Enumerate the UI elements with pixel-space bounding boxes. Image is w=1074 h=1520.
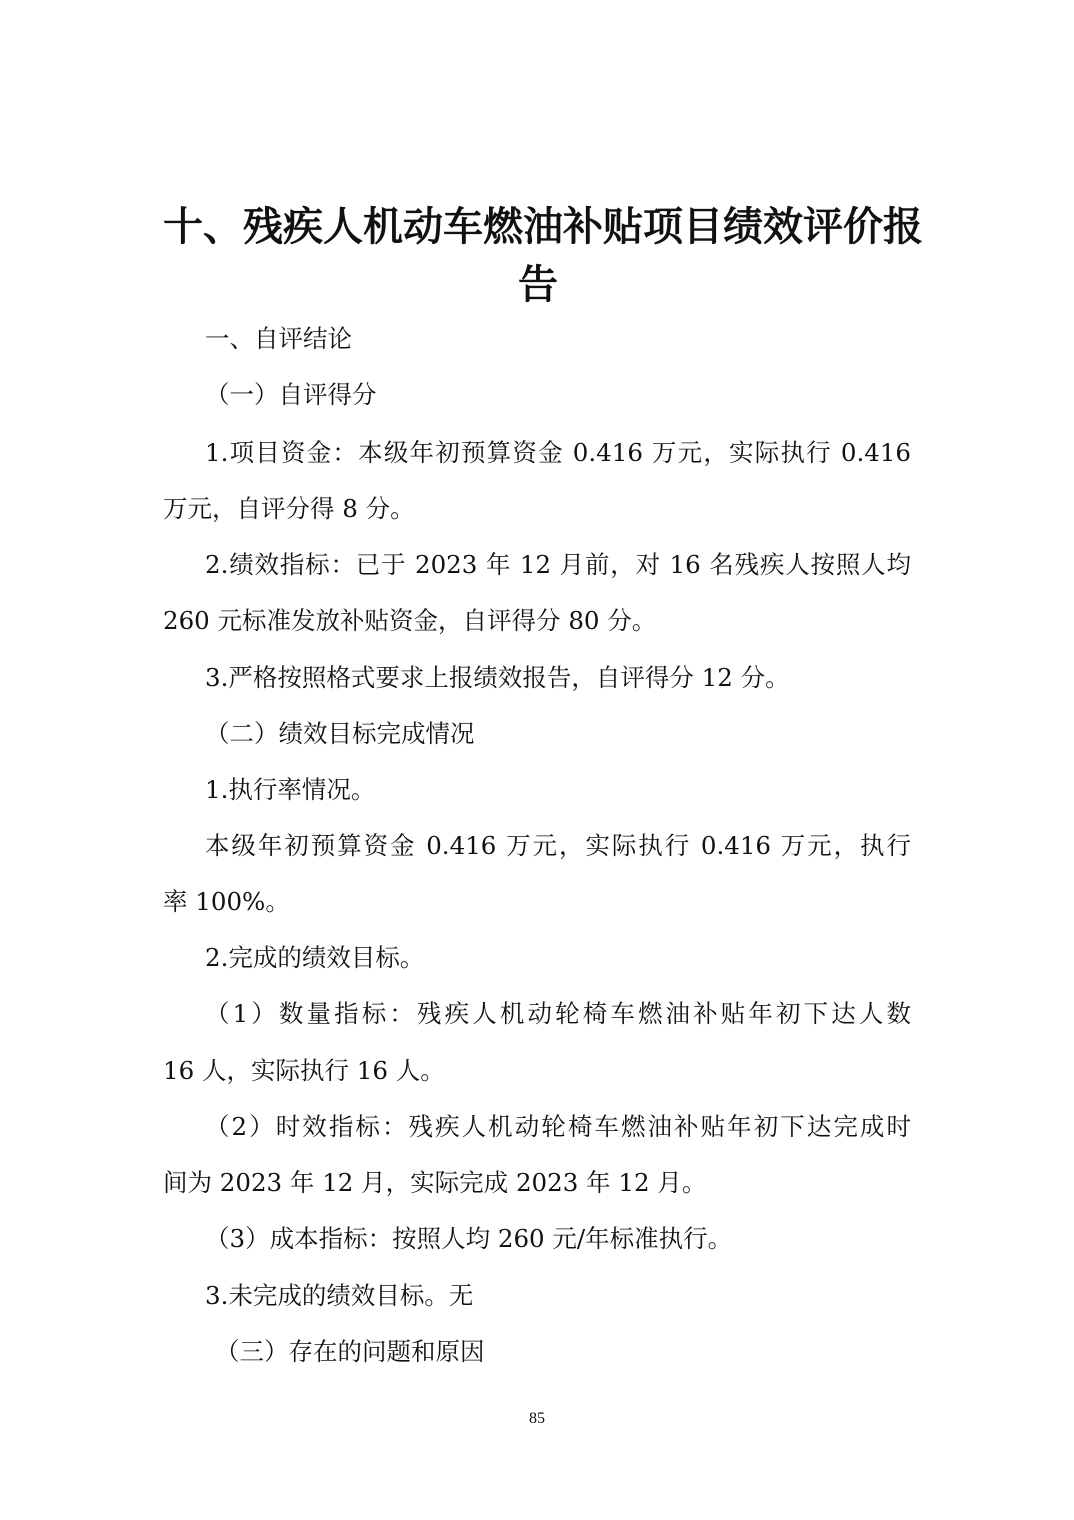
paragraph-indicators-line-2: 260 元标准发放补贴资金，自评得分 80 分。 — [163, 606, 657, 635]
paragraph-cost-indicator: （3）成本指标：按照人均 260 元/年标准执行。 — [205, 1224, 733, 1253]
paragraph-indicators-line-1: 2.绩效指标：已于 2023 年 12 月前，对 16 名残疾人按照人均 — [205, 550, 911, 579]
paragraph-quantity-indicator-line-1: （1）数量指标：残疾人机动轮椅车燃油补贴年初下达人数 — [205, 999, 911, 1028]
paragraph-funds-line-2: 万元，自评分得 8 分。 — [163, 494, 415, 523]
section-heading-self-evaluation: 一、自评结论 — [205, 324, 352, 353]
paragraph-execution-rate-line-1: 本级年初预算资金 0.416 万元，实际执行 0.416 万元，执行 — [205, 831, 911, 860]
report-title-line-1: 十、残疾人机动车燃油补贴项目绩效评价报 — [163, 204, 923, 250]
item-execution-rate: 1.执行率情况。 — [205, 775, 376, 804]
page-number: 85 — [529, 1410, 545, 1427]
paragraph-timeliness-indicator-line-1: （2）时效指标：残疾人机动轮椅车燃油补贴年初下达完成时 — [205, 1112, 911, 1141]
paragraph-funds-line-1: 1.项目资金：本级年初预算资金 0.416 万元，实际执行 0.416 — [205, 438, 911, 467]
paragraph-timeliness-indicator-line-2: 间为 2023 年 12 月，实际完成 2023 年 12 月。 — [163, 1168, 707, 1197]
paragraph-quantity-indicator-line-2: 16 人，实际执行 16 人。 — [163, 1056, 445, 1085]
item-uncompleted-goals: 3.未完成的绩效目标。无 — [205, 1281, 474, 1310]
subsection-heading-score: （一）自评得分 — [205, 380, 377, 409]
item-completed-goals: 2.完成的绩效目标。 — [205, 943, 425, 972]
report-title-line-2: 告 — [518, 262, 558, 308]
paragraph-report-format: 3.严格按照格式要求上报绩效报告，自评得分 12 分。 — [205, 663, 790, 692]
paragraph-execution-rate-line-2: 率 100%。 — [163, 887, 290, 916]
subsection-heading-goal-completion: （二）绩效目标完成情况 — [205, 719, 475, 748]
subsection-heading-problems: （三）存在的问题和原因 — [215, 1337, 485, 1366]
